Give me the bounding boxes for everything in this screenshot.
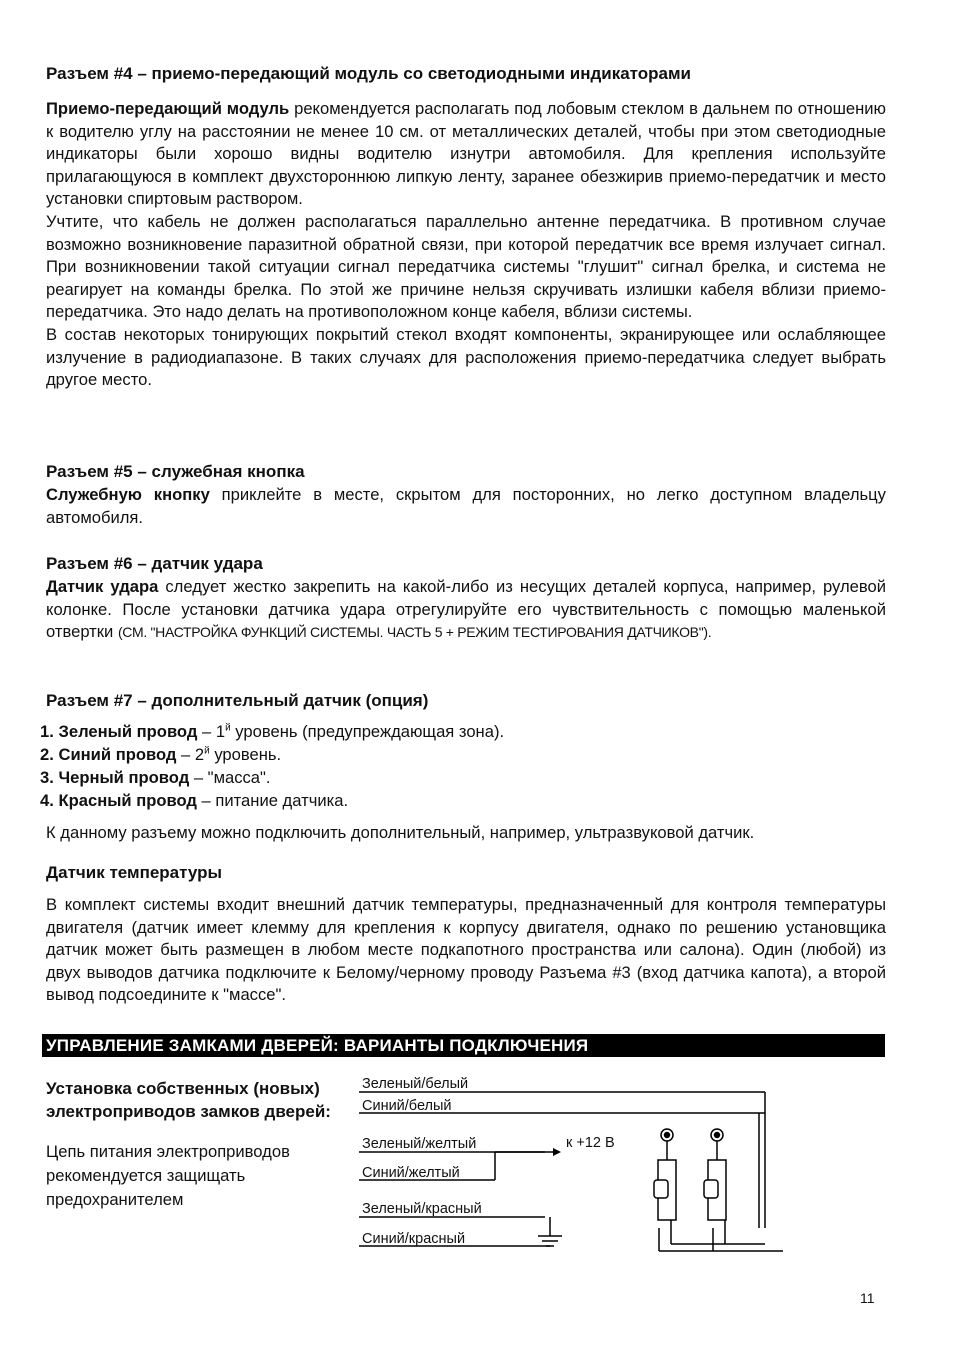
- section-4-paragraph-2: Учтите, что кабель не должен располагаться параллельно антенне передатчика. В противном случае возможно возникновение паразитной обратной связи, при которой передатчик все время излучает сигнал. При возникновении такой ситуации сигнал передатчика системы "глушит" сигнал брелка, и система не реагирует на команды брелка. По этой же причине нельзя скручивать излишки кабеля вблизи приемо-передатчика. Это надо делать на противоположном конце кабеля, вблизи системы.: [46, 211, 886, 322]
- section-4-term: Приемо-передающий модуль: [46, 99, 290, 118]
- doorlocks-heading: Установка собственных (новых) электроприводов замков дверей:: [46, 1079, 331, 1121]
- wire-label-green-yellow: Зеленый/желтый: [362, 1136, 477, 1152]
- wire-label-blue-red: Синий/красный: [362, 1231, 466, 1247]
- section-6-paragraph: [46, 576, 886, 644]
- section-4-heading: Разъем #4 – приемо-передающий модуль со светодиодными индикаторами: [46, 64, 692, 83]
- page-number: 11: [860, 1290, 875, 1306]
- list-item: 4. Красный провод – питание датчика.: [40, 791, 349, 810]
- section-6-reference: (СМ. "НАСТРОЙКА ФУНКЦИЙ СИСТЕМЫ. ЧАСТЬ 5 + РЕЖИМ ТЕСТИРОВАНИЯ ДАТЧИКОВ").: [117, 624, 712, 641]
- section-4-paragraph-3: В состав некоторых тонирующих покрытий стекол входят компоненты, экранирующее или ослабляющее излучение в радиодиапазоне. В таких случаях для расположения приемо-передатчика следует выбрать другое место.: [46, 324, 886, 390]
- section-4-paragraph-1: [46, 98, 886, 211]
- doorlocks-text: [46, 1077, 336, 1212]
- section-5-paragraph: [46, 484, 886, 529]
- door-actuator-2: [704, 1129, 726, 1220]
- wire-label-green-red: Зеленый/красный: [362, 1201, 482, 1217]
- section-7-note: К данному разъему можно подключить дополнительный, например, ультразвуковой датчик.: [46, 823, 755, 842]
- wiring-diagram: [355, 1068, 790, 1258]
- list-item: 1. Зеленый провод – $1^й$ уровень (предупреждающая зона).: [40, 722, 505, 741]
- wire-label-blue-yellow: Синий/желтый: [362, 1165, 460, 1181]
- section-6-heading: Разъем #6 – датчик удара: [46, 554, 263, 573]
- section-5: [46, 461, 886, 529]
- section-7-wire-list: [40, 720, 880, 812]
- section-6-text: следует жестко закрепить на какой-либо из несущих деталей корпуса, например, рулевой колонке. После установки датчика удара отрегулируйте его чувствительность с помощью маленькой отвертки: [46, 577, 887, 642]
- section-temperature: [46, 862, 886, 1007]
- section-6: [46, 553, 886, 644]
- list-item: 2. Синий провод – $2^й$ уровень.: [40, 745, 282, 764]
- section-banner: УПРАВЛЕНИЕ ЗАМКАМИ ДВЕРЕЙ: ВАРИАНТЫ ПОДКЛЮЧЕНИЯ: [42, 1034, 885, 1057]
- wire-label-green-white: Зеленый/белый: [362, 1076, 469, 1092]
- section-5-heading: Разъем #5 – служебная кнопка: [46, 462, 305, 481]
- section-4-text-1: рекомендуется располагать под лобовым стеклом в дальнем по отношению к водителю углу на расстоянии не менее 10 см. от металлических деталей, чтобы при этом светодиодные индикаторы были хорошо видны водителю изнутри автомобиля. Для крепления используйте прилагающуюся в комплект двухстороннюю липкую ленту, заранее обезжирив приемо-передатчик и место установки спиртовым раствором.: [46, 99, 886, 209]
- temperature-heading: Датчик температуры: [46, 863, 223, 882]
- section-7: [46, 690, 886, 712]
- wire-label-blue-white: Синий/белый: [362, 1098, 452, 1114]
- doorlocks-paragraph: Цепь питания электроприводов рекомендуется защищать предохранителем: [46, 1142, 290, 1209]
- door-actuator-1: [654, 1129, 676, 1220]
- section-7-note-block: [46, 822, 886, 845]
- section-4: [46, 63, 886, 392]
- power-label: к +12 В: [566, 1135, 615, 1151]
- temperature-paragraph: В комплект системы входит внешний датчик температуры, предназначенный для контроля температуры двигателя (датчик имеет клемму для крепления к корпусу двигателя, однако по решению установщика датчик может быть размещен в любом месте подкапотного пространства или салона). Один (любой) из двух выводов датчика подключите к Белому/черному проводу Разъема #3 (вход датчика капота), а второй вывод подсоедините к "массе".: [46, 895, 886, 1005]
- section-7-heading: Разъем #7 – дополнительный датчик (опция): [46, 691, 429, 710]
- section-5-text: приклейте в месте, скрытом для посторонних, но легко доступном владельцу автомобиля.: [46, 485, 886, 527]
- section-5-term: Служебную кнопку: [46, 485, 210, 504]
- list-item: 3. Черный провод – "масса".: [40, 768, 271, 787]
- section-6-term: Датчик удара: [46, 577, 159, 596]
